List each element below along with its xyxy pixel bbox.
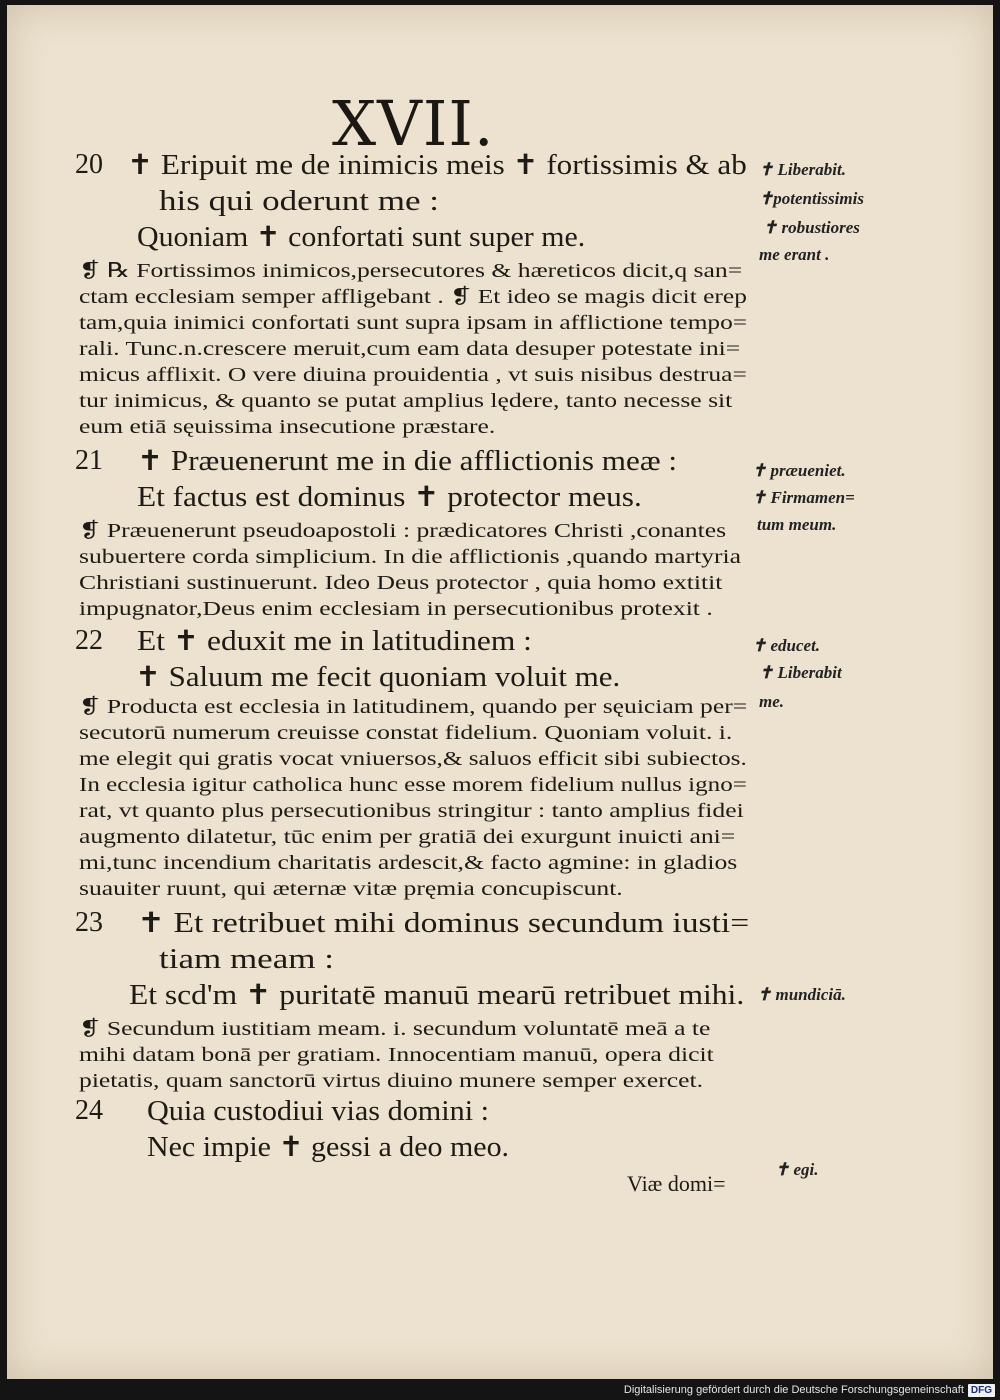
verse-number: 22 bbox=[75, 625, 103, 656]
text-line: Quoniam ✝ confortati sunt super me. bbox=[137, 222, 586, 253]
text-line: tam,quia inimici confortati sunt supra ipsam in afflictione tempo= bbox=[79, 312, 748, 334]
text-line: his qui oderunt me : bbox=[159, 186, 439, 217]
text-line: ❡ Secundum iustitiam meam. i. secundum voluntatē meā a te bbox=[79, 1018, 711, 1040]
margin-note: ✝ Liberabit. bbox=[759, 160, 846, 179]
text-line: eum etiā sęuissima insecutione præstare. bbox=[79, 416, 496, 438]
text-line: Christiani sustinuerunt. Ideo Deus protector , quia homo extitit bbox=[79, 572, 723, 594]
document-page bbox=[7, 5, 993, 1379]
text-line: Et factus est dominus ✝ protector meus. bbox=[137, 482, 642, 513]
dfg-logo: DFG bbox=[968, 1384, 995, 1397]
text-line: ✝ Eripuit me de inimicis meis ✝ fortissimis & ab bbox=[127, 150, 747, 181]
text-line: secutorū numerum creuisse constat fidelium. Quoniam voluit. i. bbox=[79, 722, 733, 744]
text-line: rali. Tunc.n.crescere meruit,cum eam data desuper potestate ini= bbox=[79, 338, 741, 360]
text-line: In ecclesia igitur catholica hunc esse morem fidelium nullus igno= bbox=[79, 774, 747, 796]
funding-note: Digitalisierung gefördert durch die Deutsche Forschungsgemeinschaft bbox=[623, 1384, 964, 1396]
text-line: mihi datam bonā per gratiam. Innocentiam manuū, opera dicit bbox=[79, 1044, 714, 1066]
verse-number: 20 bbox=[75, 149, 103, 180]
text-line: Et ✝ eduxit me in latitudinem : bbox=[137, 626, 532, 657]
margin-note: ✝potentissimis bbox=[759, 189, 864, 208]
text-line: Et scd'm ✝ puritatē manuū mearū retribuet mihi. bbox=[129, 980, 745, 1011]
text-line: pietatis, quam sanctorū virtus diuino munere semper exercet. bbox=[79, 1070, 704, 1092]
text-line: rat, vt quanto plus persecutionibus stringitur : tanto amplius fidei bbox=[79, 800, 744, 822]
catchword: Viæ domi= bbox=[627, 1171, 726, 1196]
text-line: ❡ Præuenerunt pseudoapostoli : prædicatores Christi ,conantes bbox=[79, 520, 727, 542]
text-line: tiam meam : bbox=[159, 944, 334, 975]
verse-number: 23 bbox=[75, 907, 103, 938]
text-line: Nec impie ✝ gessi a deo meo. bbox=[147, 1132, 510, 1163]
margin-note: ✝ mundiciā. bbox=[757, 985, 846, 1004]
text-line: tur inimicus, & quanto se putat amplius lędere, tanto necesse sit bbox=[79, 390, 733, 412]
text-line: ✝ Saluum me fecit quoniam voluit me. bbox=[135, 662, 621, 693]
margin-note: ✝ educet. bbox=[752, 636, 821, 655]
text-line: suauiter ruunt, qui æternæ vitæ pręmia concupiscunt. bbox=[79, 878, 623, 900]
text-line: impugnator,Deus enim ecclesiam in persecutionibus protexit . bbox=[79, 598, 713, 620]
text-line: mi,tunc incendium charitatis ardescit,& facto agmine: in gladios bbox=[79, 852, 738, 874]
footer bbox=[605, 1380, 995, 1400]
margin-note: ✝ egi. bbox=[775, 1160, 819, 1179]
text-line: subuertere corda simplicium. In die afflictionis ,quando martyria bbox=[79, 546, 742, 568]
margin-note: ✝ Firmamen= bbox=[752, 488, 855, 507]
margin-note: tum meum. bbox=[757, 515, 837, 534]
text-line: augmento dilatetur, tūc enim per gratiā dei exurgunt inuicti ani= bbox=[79, 826, 736, 848]
text-line: ❡ Producta est ecclesia in latitudinem, quando per sęuiciam per= bbox=[79, 696, 748, 718]
text-line: me elegit qui gratis vocat vniuersos,& saluos efficit sibi subiectos. bbox=[79, 748, 747, 770]
text-line: ❡ ℞ Fortissimos inimicos,persecutores & hæreticos dicit,q san= bbox=[79, 260, 743, 282]
margin-note: me. bbox=[759, 692, 785, 711]
margin-note: me erant . bbox=[759, 245, 830, 264]
verse-number: 24 bbox=[75, 1095, 103, 1126]
text-line: micus afflixit. O vere diuina prouidentia , vt suis nisibus destrua= bbox=[79, 364, 747, 386]
text-line: Quia custodiui vias domini : bbox=[147, 1096, 490, 1127]
margin-note: ✝ robustiores bbox=[763, 218, 860, 237]
verse-number: 21 bbox=[75, 445, 103, 476]
text-line: ✝ Præuenerunt me in die afflictionis meæ : bbox=[137, 446, 678, 477]
margin-note: ✝ præueniet. bbox=[752, 461, 846, 480]
chapter-heading: XVII. bbox=[332, 87, 495, 160]
text-line: ctam ecclesiam semper affligebant . ❡ Et ideo se magis dicit erep bbox=[79, 286, 747, 308]
margin-note: ✝ Liberabit bbox=[759, 663, 842, 682]
text-line: ✝ Et retribuet mihi dominus secundum iusti= bbox=[137, 908, 750, 939]
